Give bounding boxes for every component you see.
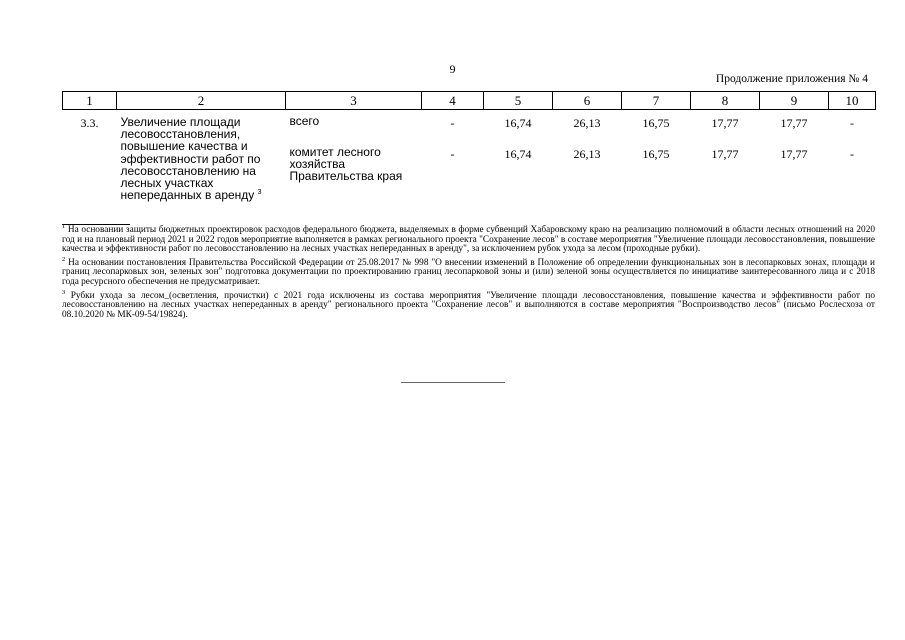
column-header: 4 bbox=[422, 92, 484, 110]
footnote-reference: 3 bbox=[257, 189, 262, 197]
value-cell: 16,75 bbox=[642, 146, 670, 161]
footnote-text: На основании защиты бюджетных проектировок расходов федерального бюджета, выделяемых в форме субвенций Хабаровскому краю на реализацию полномочий в области лесных отношений на 2020 год и на плановый период 2021 и 2022 годов мероприятие выполняется в рамках регионального проекта "Сохранение лесов" в составе мероприятия "Увеличение площади лесовосстановления, повышение качества и эффективности работ по лесовосстановлению на лесных участках непереданных в аренду", за исключением рубок ухода за лесом (проходные рубки). bbox=[62, 225, 875, 255]
value-cell: 26,13 bbox=[573, 146, 601, 161]
footnote-mark: 3 bbox=[62, 288, 66, 296]
value-cell: 16,74 bbox=[504, 116, 532, 130]
row-number: 3.3. bbox=[80, 116, 99, 130]
value-cell: - bbox=[850, 146, 854, 161]
table-row bbox=[63, 110, 876, 141]
column-header: 9 bbox=[760, 92, 829, 110]
column-header: 6 bbox=[553, 92, 622, 110]
value-cell: 17,77 bbox=[780, 146, 808, 161]
resource-table bbox=[62, 91, 876, 201]
column-header: 2 bbox=[117, 92, 286, 110]
footnote bbox=[62, 255, 875, 288]
value-cell: - bbox=[450, 146, 455, 161]
column-header: 3 bbox=[286, 92, 422, 110]
column-header: 1 bbox=[63, 92, 117, 110]
value-cell: 17,77 bbox=[711, 116, 739, 130]
footnote bbox=[62, 288, 875, 321]
value-cell: 16,74 bbox=[504, 146, 532, 161]
footnotes bbox=[62, 222, 875, 324]
page-number: 9 bbox=[449, 62, 456, 76]
column-header: 5 bbox=[484, 92, 553, 110]
value-cell: - bbox=[450, 116, 455, 130]
footnote-mark: 1 bbox=[62, 222, 66, 230]
value-cell: 16,75 bbox=[642, 116, 670, 130]
column-header: 7 bbox=[622, 92, 691, 110]
value-cell: 17,77 bbox=[780, 116, 808, 130]
column-header: 8 bbox=[691, 92, 760, 110]
footnote-text: Рубки ухода за лесом_(осветления, прочистки) с 2021 года исключены из состава мероприятия "Увеличение площади лесовосстановления, повышение качества и эффективности работ по лесовосстановлению на лесных участках непереданных в аренду" регионального проекта "Сохранение лесов" и выполняются в составе мероприятия "Воспроизводство лесов" (письмо Рослесхоза от 08.10.2020 № МК-09-54/19824). bbox=[62, 290, 875, 320]
footnote-mark: 2 bbox=[62, 255, 66, 263]
funding-source: всего bbox=[289, 114, 320, 128]
footnote-text: На основании постановления Правительства Российской Федерации от 25.08.2017 № 998 "О внесении изменений в Положение об определении функциональных зон в лесопарковых зонах, площади и границ лесопарковых зон, зеленых зон" подготовка документации по проектированию границ лесопарковой зоны и (или) зеленой зоны осуществляется по инициативе заинтересованного лица и с 2018 года ресурсного обеспечения не предусматривает. bbox=[62, 257, 875, 287]
value-cell: 17,77 bbox=[711, 146, 739, 161]
funding-source: комитет лесного хозяйства Правительства края bbox=[289, 144, 403, 183]
activity-name: Увеличение площади лесовосстановления, повышение качества и эффективности работ по лесовосстановлению на лесных участках непереданных в аренду bbox=[120, 115, 261, 203]
end-separator bbox=[401, 382, 505, 383]
column-number-row bbox=[63, 92, 876, 110]
value-cell: 26,13 bbox=[573, 116, 601, 130]
continuation-label: Продолжение приложения № 4 bbox=[715, 73, 868, 85]
footnote bbox=[62, 222, 875, 255]
column-header: 10 bbox=[829, 92, 876, 110]
value-cell: - bbox=[850, 116, 854, 130]
activity-name-cell bbox=[117, 110, 286, 202]
